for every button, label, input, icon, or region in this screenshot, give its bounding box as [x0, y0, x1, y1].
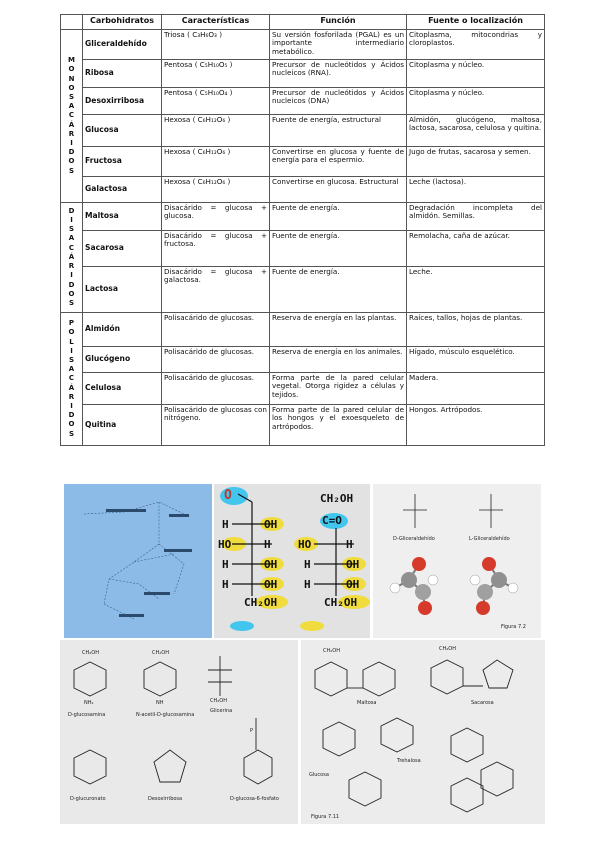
cell-funcion: Convertirse en glucosa. Estructural — [270, 177, 407, 203]
label-trehalose: Trehalosa — [397, 758, 421, 764]
cell-caracteristica: Triosa ( C₃H₆O₃ ) — [162, 30, 270, 60]
fructose-oh-4: OH — [346, 578, 360, 591]
cell-caracteristica: Disacárido = glucosa + glucosa. — [162, 203, 270, 231]
header-blank — [61, 15, 83, 30]
cell-caracteristica: Hexosa ( C₆H₁₂O₆ ) — [162, 115, 270, 147]
sucrose-ch2oh: CH₂OH — [439, 646, 456, 652]
acetyl-ch2oh: CH₂OH — [152, 650, 169, 656]
cell-carbohidrato: Glucógeno — [83, 347, 162, 373]
cell-fuente: Hígado, músculo esquelético. — [407, 347, 545, 373]
label-d-glyceraldehyde: D-Gliceraldehído — [393, 536, 435, 542]
cell-caracteristica: Disacárido = glucosa + galactosa. — [162, 267, 270, 313]
cell-caracteristica: Hexosa ( C₆H₁₂O₆ ) — [162, 177, 270, 203]
label-deoxyribose: Desoxirribosa — [148, 796, 183, 802]
cell-fuente: Hongos. Artrópodos. — [407, 405, 545, 446]
table-row — [61, 347, 545, 373]
cell-carbohidrato: Lactosa — [83, 267, 162, 313]
cell-carbohidrato: Sacarosa — [83, 231, 162, 267]
cell-carbohidrato: Desoxirribosa — [83, 88, 162, 115]
cell-carbohidrato: Almidón — [83, 313, 162, 347]
cell-caracteristica: Pentosa ( C₅H₁₀O₅ ) — [162, 60, 270, 88]
table-row — [61, 30, 545, 60]
ketone-co: C=O — [322, 514, 342, 527]
cell-carbohidrato: Celulosa — [83, 373, 162, 405]
carbohydrate-table-container — [60, 14, 544, 446]
table-row — [61, 177, 545, 203]
cell-fuente: Leche. — [407, 267, 545, 313]
cell-caracteristica: Polisacárido de glucosas con nitrógeno. — [162, 405, 270, 446]
cell-caracteristica: Polisacárido de glucosas. — [162, 347, 270, 373]
carbohydrate-table — [60, 14, 545, 446]
cell-carbohidrato: Quitina — [83, 405, 162, 446]
cell-funcion: Forma parte de la pared celular vegetal. Otorga rigidez a células y tejidos. — [270, 373, 407, 405]
table-row — [61, 60, 545, 88]
table-row — [61, 313, 545, 347]
cell-fuente: Almidón, glucógeno, maltosa, lactosa, sacarosa, celulosa y quitina. — [407, 115, 545, 147]
glucose-ch2oh: CH₂OH — [244, 596, 278, 609]
table-row — [61, 203, 545, 231]
figure-pathway-diagram — [64, 484, 212, 638]
label-maltose: Maltosa — [357, 700, 377, 706]
glucose-oh-4: OH — [264, 578, 278, 591]
glycerin-ch2oh: CH₂OH — [210, 698, 227, 704]
fructose-ho-2: HO — [298, 538, 312, 551]
figure-fischer-projections — [214, 484, 370, 638]
maltose-ch2oh: CH₂OH — [323, 648, 340, 654]
table-row — [61, 115, 545, 147]
figure-glyceraldehyde-enantiomers — [373, 484, 541, 638]
cell-carbohidrato: Glucosa — [83, 115, 162, 147]
ketone-top: CH₂OH — [320, 492, 354, 505]
header-funcion: Función — [270, 15, 407, 30]
label-glucose: Glucosa — [309, 772, 329, 778]
cell-fuente: Raíces, tallos, hojas de plantas. — [407, 313, 545, 347]
cell-carbohidrato: Gliceraldehído — [83, 30, 162, 60]
header-carbohidratos: Carbohidratos — [83, 15, 162, 30]
table-row — [61, 373, 545, 405]
cell-funcion: Reserva de energía en los animales. — [270, 347, 407, 373]
fructose-h-2: H — [346, 538, 353, 551]
glucosamine-nh2: NH₂ — [84, 700, 94, 706]
cell-funcion: Convertirse en glucosa y fuente de energía para el espermio. — [270, 147, 407, 177]
cell-caracteristica: Hexosa ( C₆H₁₂O₆ ) — [162, 147, 270, 177]
phosphate-p: P — [250, 728, 254, 734]
group-label-disacaridos: D I S A C Á R I D O S — [61, 203, 83, 313]
table-row — [61, 231, 545, 267]
glyceraldehyde-models — [373, 484, 541, 638]
figure-caption-7-2: Figura 7.2 — [501, 624, 526, 630]
label-sucrose: Sacarosa — [471, 700, 494, 706]
cell-fuente: Remolacha, caña de azúcar. — [407, 231, 545, 267]
cell-funcion: Fuente de energía, estructural — [270, 115, 407, 147]
figure-caption-7-11: Figura 7.11 — [311, 814, 340, 820]
fructose-ch2oh: CH₂OH — [324, 596, 358, 609]
cell-caracteristica: Pentosa ( C₅H₁₀O₄ ) — [162, 88, 270, 115]
disaccharide-rings — [301, 640, 545, 824]
label-glycerin: Glicerina — [210, 708, 233, 714]
cell-carbohidrato: Galactosa — [83, 177, 162, 203]
cell-caracteristica: Polisacárido de glucosas. — [162, 313, 270, 347]
pathway-lines — [64, 484, 212, 638]
glucose-oh-3: OH — [264, 558, 278, 571]
table-header-row — [61, 15, 545, 30]
fructose-h-3: H — [304, 558, 311, 571]
cell-fuente: Citoplasma y núcleo. — [407, 88, 545, 115]
glucose-ho-2: HO — [218, 538, 232, 551]
cell-funcion: Forma parte de la pared celular de los hongos y el exoesqueleto de artrópodos. — [270, 405, 407, 446]
cell-fuente: Citoplasma, mitocondrias y cloroplastos. — [407, 30, 545, 60]
glucose-h-3: H — [222, 558, 229, 571]
label-l-glyceraldehyde: L-Gliceraldehído — [469, 536, 510, 542]
glucose-h-1: H — [222, 518, 229, 531]
table-row — [61, 147, 545, 177]
cell-funcion: Fuente de energía. — [270, 231, 407, 267]
label-glucose-6-phosphate: D-glucosa-6-fosfato — [230, 796, 279, 802]
cell-fuente: Madera. — [407, 373, 545, 405]
cell-fuente: Citoplasma y núcleo. — [407, 60, 545, 88]
table-row — [61, 267, 545, 313]
glucose-h-2: H — [264, 538, 271, 551]
fructose-oh-3: OH — [346, 558, 360, 571]
table-row — [61, 88, 545, 115]
cell-funcion: Su versión fosforilada (PGAL) es un importante intermediario metabólico. — [270, 30, 407, 60]
group-label-polisacaridos: P O L I S A C Á R I D O S — [61, 313, 83, 446]
header-fuente: Fuente o localización — [407, 15, 545, 30]
glucose-h-4: H — [222, 578, 229, 591]
cell-funcion: Fuente de energía. — [270, 203, 407, 231]
cell-funcion: Reserva de energía en las plantas. — [270, 313, 407, 347]
label-glucosamine: D-glucosamina — [68, 712, 106, 718]
figure-disaccharides — [301, 640, 545, 824]
glucose-oh-1: OH — [264, 518, 278, 531]
cell-carbohidrato: Fructosa — [83, 147, 162, 177]
figure-monosaccharide-derivatives — [60, 640, 298, 824]
cell-funcion: Precursor de nucleótidos y Ácidos nucleicos (RNA). — [270, 60, 407, 88]
glucosamine-ch2oh: CH₂OH — [82, 650, 99, 656]
cell-fuente: Leche (lactosa). — [407, 177, 545, 203]
cell-fuente: Degradación incompleta del almidón. Semillas. — [407, 203, 545, 231]
cell-carbohidrato: Ribosa — [83, 60, 162, 88]
aldehyde-oxygen: O — [224, 488, 232, 503]
header-caracteristicas: Características — [162, 15, 270, 30]
cell-caracteristica: Disacárido = glucosa + fructosa. — [162, 231, 270, 267]
cell-funcion: Precursor de nucleótidos y Ácidos nucleicos (DNA) — [270, 88, 407, 115]
cell-fuente: Jugo de frutas, sacarosa y semen. — [407, 147, 545, 177]
label-acetylglucosamine: N-acetil-D-glucosamina — [136, 712, 195, 718]
label-glucuronate: D-glucuronato — [70, 796, 106, 802]
group-label-monosacaridos: M O N O S A C Á R I D O S — [61, 30, 83, 203]
cell-carbohidrato: Maltosa — [83, 203, 162, 231]
fructose-h-4: H — [304, 578, 311, 591]
table-row — [61, 405, 545, 446]
cell-funcion: Fuente de energía. — [270, 267, 407, 313]
cell-caracteristica: Polisacárido de glucosas. — [162, 373, 270, 405]
acetyl-nh: NH — [156, 700, 164, 706]
